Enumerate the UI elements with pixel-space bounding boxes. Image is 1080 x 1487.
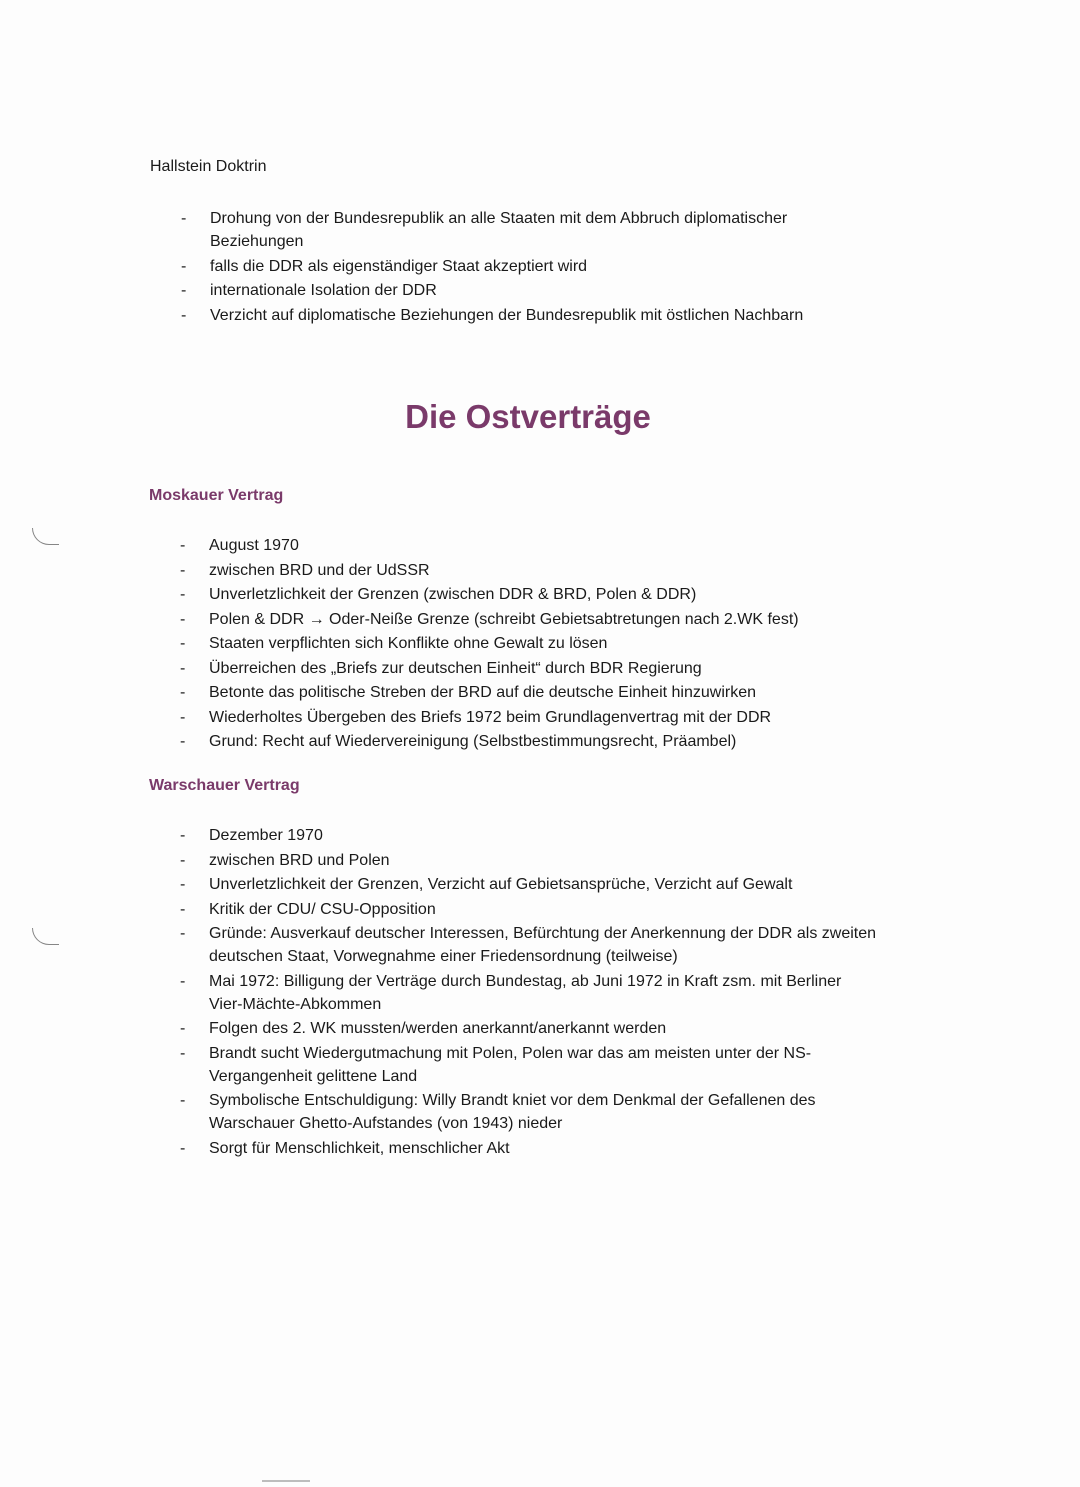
bullet-dash: - [180, 1092, 186, 1109]
list-item [180, 608, 869, 631]
list-item [180, 681, 869, 704]
list-item [180, 730, 869, 753]
bullet-dash: - [180, 610, 186, 628]
list-item-text: Verzicht auf diplomatische Beziehungen der Bundesrepublik mit östlichen Nachbarn [210, 306, 804, 324]
list-item-text: Kritik der CDU/ CSU-Opposition [209, 900, 436, 918]
list-item [180, 849, 879, 872]
list-item-text: falls die DDR als eigenständiger Staat akzeptiert wird [210, 257, 588, 275]
list-item-text: zwischen BRD und Polen [209, 851, 390, 869]
list-item-text: Wiederholtes Übergeben des Briefs 1972 beim Grundlagenvertrag mit der DDR [209, 708, 772, 726]
list-item-text: Betonte das politische Streben der BRD auf die deutsche Einheit hinzuwirken [209, 684, 756, 701]
bullet-dash: - [180, 827, 186, 844]
list-item [180, 970, 879, 1016]
page-title: Die Ostverträge [405, 398, 651, 435]
list-item [180, 534, 869, 557]
list-item [180, 657, 869, 680]
list-item-text: Sorgt für Menschlichkeit, menschlicher Akt [209, 1139, 510, 1157]
list-item [181, 304, 870, 327]
list-item [181, 279, 870, 302]
bullet-dash: - [180, 1020, 186, 1037]
list-item [181, 255, 870, 278]
hallstein-list [181, 207, 870, 328]
list-item [180, 898, 879, 921]
scan-artifact-mark [32, 528, 59, 545]
list-item [180, 824, 879, 847]
list-item [181, 207, 870, 253]
bullet-dash: - [180, 1044, 186, 1062]
bullet-dash: - [180, 1139, 186, 1157]
hallstein-heading: Hallstein Doktrin [150, 158, 267, 175]
bullet-dash: - [180, 537, 186, 554]
list-item-text: Dezember 1970 [209, 827, 323, 844]
list-item-text: Folgen des 2. WK mussten/werden anerkannt/anerkannt werden [209, 1020, 667, 1037]
bullet-dash: - [180, 876, 186, 893]
list-item-text: Staaten verpflichten sich Konflikte ohne Gewalt zu lösen [209, 635, 608, 652]
bullet-dash: - [181, 282, 187, 299]
list-item-text: Polen & DDR → Oder-Neiße Grenze (schreibt Gebietsabtretungen nach 2.WK fest) [209, 610, 799, 628]
list-item [180, 1089, 879, 1135]
moskau-list [180, 534, 869, 755]
bullet-dash: - [180, 925, 186, 942]
moskau-heading: Moskauer Vertrag [149, 487, 284, 504]
list-item [180, 583, 869, 606]
list-item-text: Unverletzlichkeit der Grenzen (zwischen DDR & BRD, Polen & DDR) [209, 586, 697, 603]
list-item [180, 559, 869, 582]
list-item [180, 1137, 879, 1160]
list-item-text: August 1970 [209, 537, 299, 554]
bullet-dash: - [180, 659, 186, 677]
list-item [180, 922, 879, 968]
list-item-text: Unverletzlichkeit der Grenzen, Verzicht auf Gebietsansprüche, Verzicht auf Gewalt [209, 876, 793, 893]
scan-artifact-line [262, 1480, 310, 1482]
bullet-dash: - [180, 972, 186, 990]
list-item-text: zwischen BRD und der UdSSR [209, 561, 430, 579]
list-item-text: Gründe: Ausverkauf deutscher Interessen, Befürchtung der Anerkennung der DDR als zweiten deutschen Staat, Vorwegnahme einer Friedensordnung (teilweise) [209, 925, 877, 965]
list-item [180, 706, 869, 729]
scan-artifact-mark [32, 928, 59, 945]
bullet-dash: - [181, 257, 187, 275]
warschau-list [180, 824, 879, 1161]
bullet-dash: - [180, 635, 186, 652]
list-item-text: Mai 1972: Billigung der Verträge durch Bundestag, ab Juni 1972 in Kraft zsm. mit Berliner Vier-Mächte-Abkommen [209, 972, 842, 1013]
list-item-text: Brandt sucht Wiedergutmachung mit Polen, Polen war das am meisten unter der NS-Vergangenheit gelittene Land [209, 1044, 812, 1085]
bullet-dash: - [180, 561, 186, 579]
list-item [180, 1042, 879, 1088]
bullet-dash: - [180, 684, 186, 701]
bullet-dash: - [180, 733, 186, 750]
bullet-dash: - [180, 851, 186, 869]
list-item-text: internationale Isolation der DDR [210, 282, 437, 299]
list-item-text: Grund: Recht auf Wiedervereinigung (Selbstbestimmungsrecht, Präambel) [209, 733, 737, 750]
list-item [180, 1017, 879, 1040]
list-item-text: Drohung von der Bundesrepublik an alle Staaten mit dem Abbruch diplomatischer Beziehungen [210, 210, 788, 250]
warschau-heading: Warschauer Vertrag [149, 777, 300, 794]
list-item-text: Symbolische Entschuldigung: Willy Brandt kniet vor dem Denkmal der Gefallenen des Warschauer Ghetto-Aufstandes (von 1943) nieder [209, 1092, 816, 1132]
bullet-dash: - [181, 210, 187, 227]
list-item [180, 632, 869, 655]
list-item-text: Überreichen des „Briefs zur deutschen Einheit“ durch BDR Regierung [209, 659, 702, 677]
bullet-dash: - [180, 586, 186, 603]
bullet-dash: - [181, 306, 187, 324]
bullet-dash: - [180, 900, 186, 918]
bullet-dash: - [180, 708, 186, 726]
list-item [180, 873, 879, 896]
